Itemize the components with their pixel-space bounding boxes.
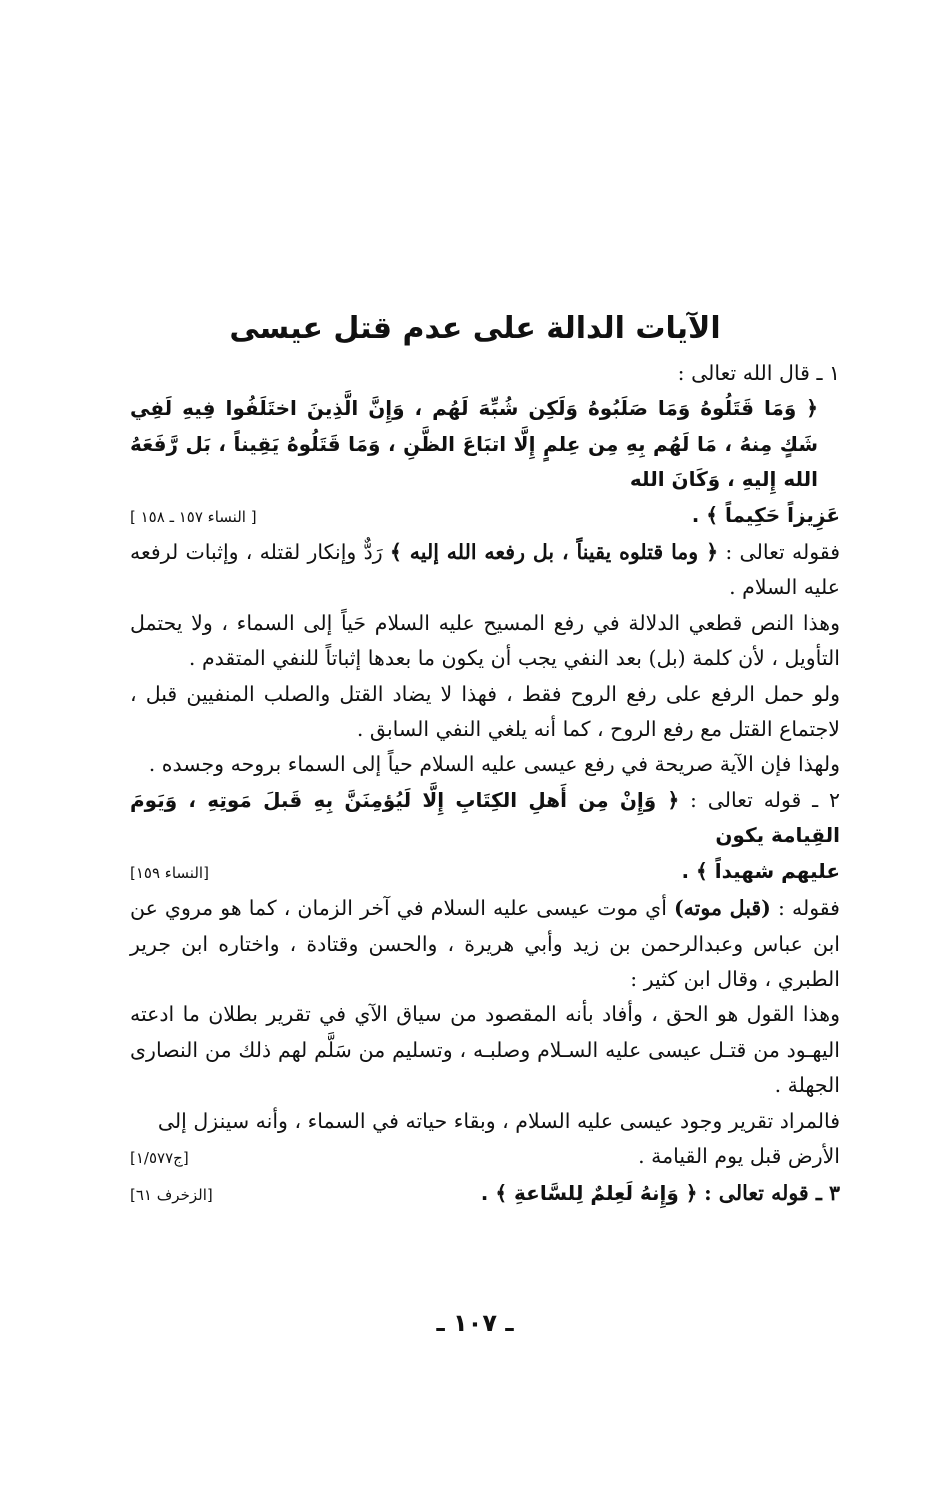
section-1-commentary: [130, 535, 840, 606]
section-3-intro: ٣ ـ قوله تعالى :: [704, 1181, 840, 1206]
section-3-verse-reference: [الزخرف ٦١]: [130, 1186, 213, 1205]
section-1-commentary-prefix: فقوله تعالى :: [725, 540, 840, 565]
section-1-verse: ﴿ وَمَا قَتَلُوهُ وَمَا صَلَبُوهُ وَلَكِن شُبِّهَ لَهُم ، وَإِنَّ الَّذِينَ اختَلَفُوا فِيهِ لَفِي شَكٍ مِنهُ ، مَا لَهُم بِهِ مِن عِلمٍ إِلَّا اتبَاعَ الظَّنِ ، وَمَا قَتَلُوهُ يَقِيناً ، بَل رَّفَعَهُ الله إِليهِ ، وَكَانَ الله: [130, 396, 818, 492]
section-2-paragraph-2-end-line: [130, 1139, 840, 1176]
section-2-paragraph-2-end: الأرض قبل يوم القيامة .: [638, 1143, 840, 1168]
section-1-commentary-rest: رَدٌّ وإنكار لقتله ، وإثبات لرفعه عليه السلام .: [130, 540, 840, 600]
section-2-source-reference: [ج١/٥٧٧]: [130, 1148, 189, 1167]
section-1-verse-end-line: [130, 498, 840, 535]
section-1-commentary-quote: ﴿ وما قتلوه يقيناً ، بل رفعه الله إليه ﴾: [389, 540, 719, 565]
section-3-verse: ﴿ وَإِنهُ لَعِلمٌ لِلسَّاعةِ ﴾ .: [480, 1181, 698, 1206]
section-2-commentary: [130, 891, 840, 997]
section-1-verse-reference: [ النساء ١٥٧ ـ ١٥٨ ]: [130, 507, 257, 526]
section-3-line: [130, 1176, 840, 1213]
page-title: الآيات الدالة على عدم قتل عيسى: [229, 311, 721, 346]
section-3-verse-line: [481, 1176, 840, 1211]
section-2-commentary-rest: أي موت عيسى عليه السلام في آخر الزمان ، كما هو مروي عن ابن عباس وعبدالرحمن بن زيد وأبي هريرة ، والحسن وقتادة ، واختاره ابن جرير الطبري ، وقال ابن كثير :: [130, 896, 840, 991]
section-1-intro: ١ ـ قال الله تعالى :: [677, 361, 840, 385]
section-1-paragraph-1: وهذا النص قطعي الدلالة في رفع المسيح عليه السلام حَياً إلى السماء ، ولا يحتمل التأويل ، لأن كلمة (بل) بعد النفي يجب أن يكون ما بعدها إثباتاً للنفي المتقدم .: [130, 610, 840, 671]
section-1-paragraph-2: ولو حمل الرفع على رفع الروح فقط ، فهذا لا يضاد القتل والصلب المنفيين قبل ، لاجتماع القتل مع رفع الروح ، كما أنه يلغي النفي السابق .: [130, 681, 840, 742]
section-2-paragraph-2: فالمراد تقرير وجود عيسى عليه السلام ، وبقاء حياته في السماء ، وأنه سينزل إلى: [157, 1108, 840, 1133]
section-2-commentary-quote: (قبل موته): [673, 896, 771, 921]
section-2-intro: ٢ ـ قوله تعالى :: [690, 787, 840, 812]
page-body: [130, 356, 840, 1214]
section-2-commentary-prefix: فقوله :: [777, 896, 840, 921]
section-1-verse-end: عَزِيزاً حَكِيماً ﴾ .: [691, 502, 840, 527]
page-number: ـ ١٠٧ ـ: [436, 1309, 514, 1337]
section-2-paragraph-1: وهذا القول هو الحق ، وأفاد بأنه المقصود من سياق الآي في تقرير بطلان ما ادعته اليهـود من قتـل عيسى عليه السـلام وصلبـه ، وتسليم من سَلَّم لهم ذلك من النصارى الجهلة .: [130, 1002, 840, 1098]
section-2-verse: ﴿ وَإِنْ مِن أَهلِ الكِتَابِ إِلَّا لَيُؤمِنَنَّ بِهِ قَبلَ مَوتِهِ ، وَيَومَ القِيامة يكون: [130, 787, 840, 848]
section-2-verse-end: عليهم شهيداً ﴾ .: [681, 858, 840, 883]
section-2-verse-line: [130, 783, 840, 854]
section-1-paragraph-3: ولهذا فإن الآية صريحة في رفع عيسى عليه السلام حياً إلى السماء بروحه وجسده .: [148, 752, 840, 777]
section-2-verse-reference: [النساء ١٥٩]: [130, 863, 209, 882]
section-2-verse-end-line: [130, 854, 840, 891]
